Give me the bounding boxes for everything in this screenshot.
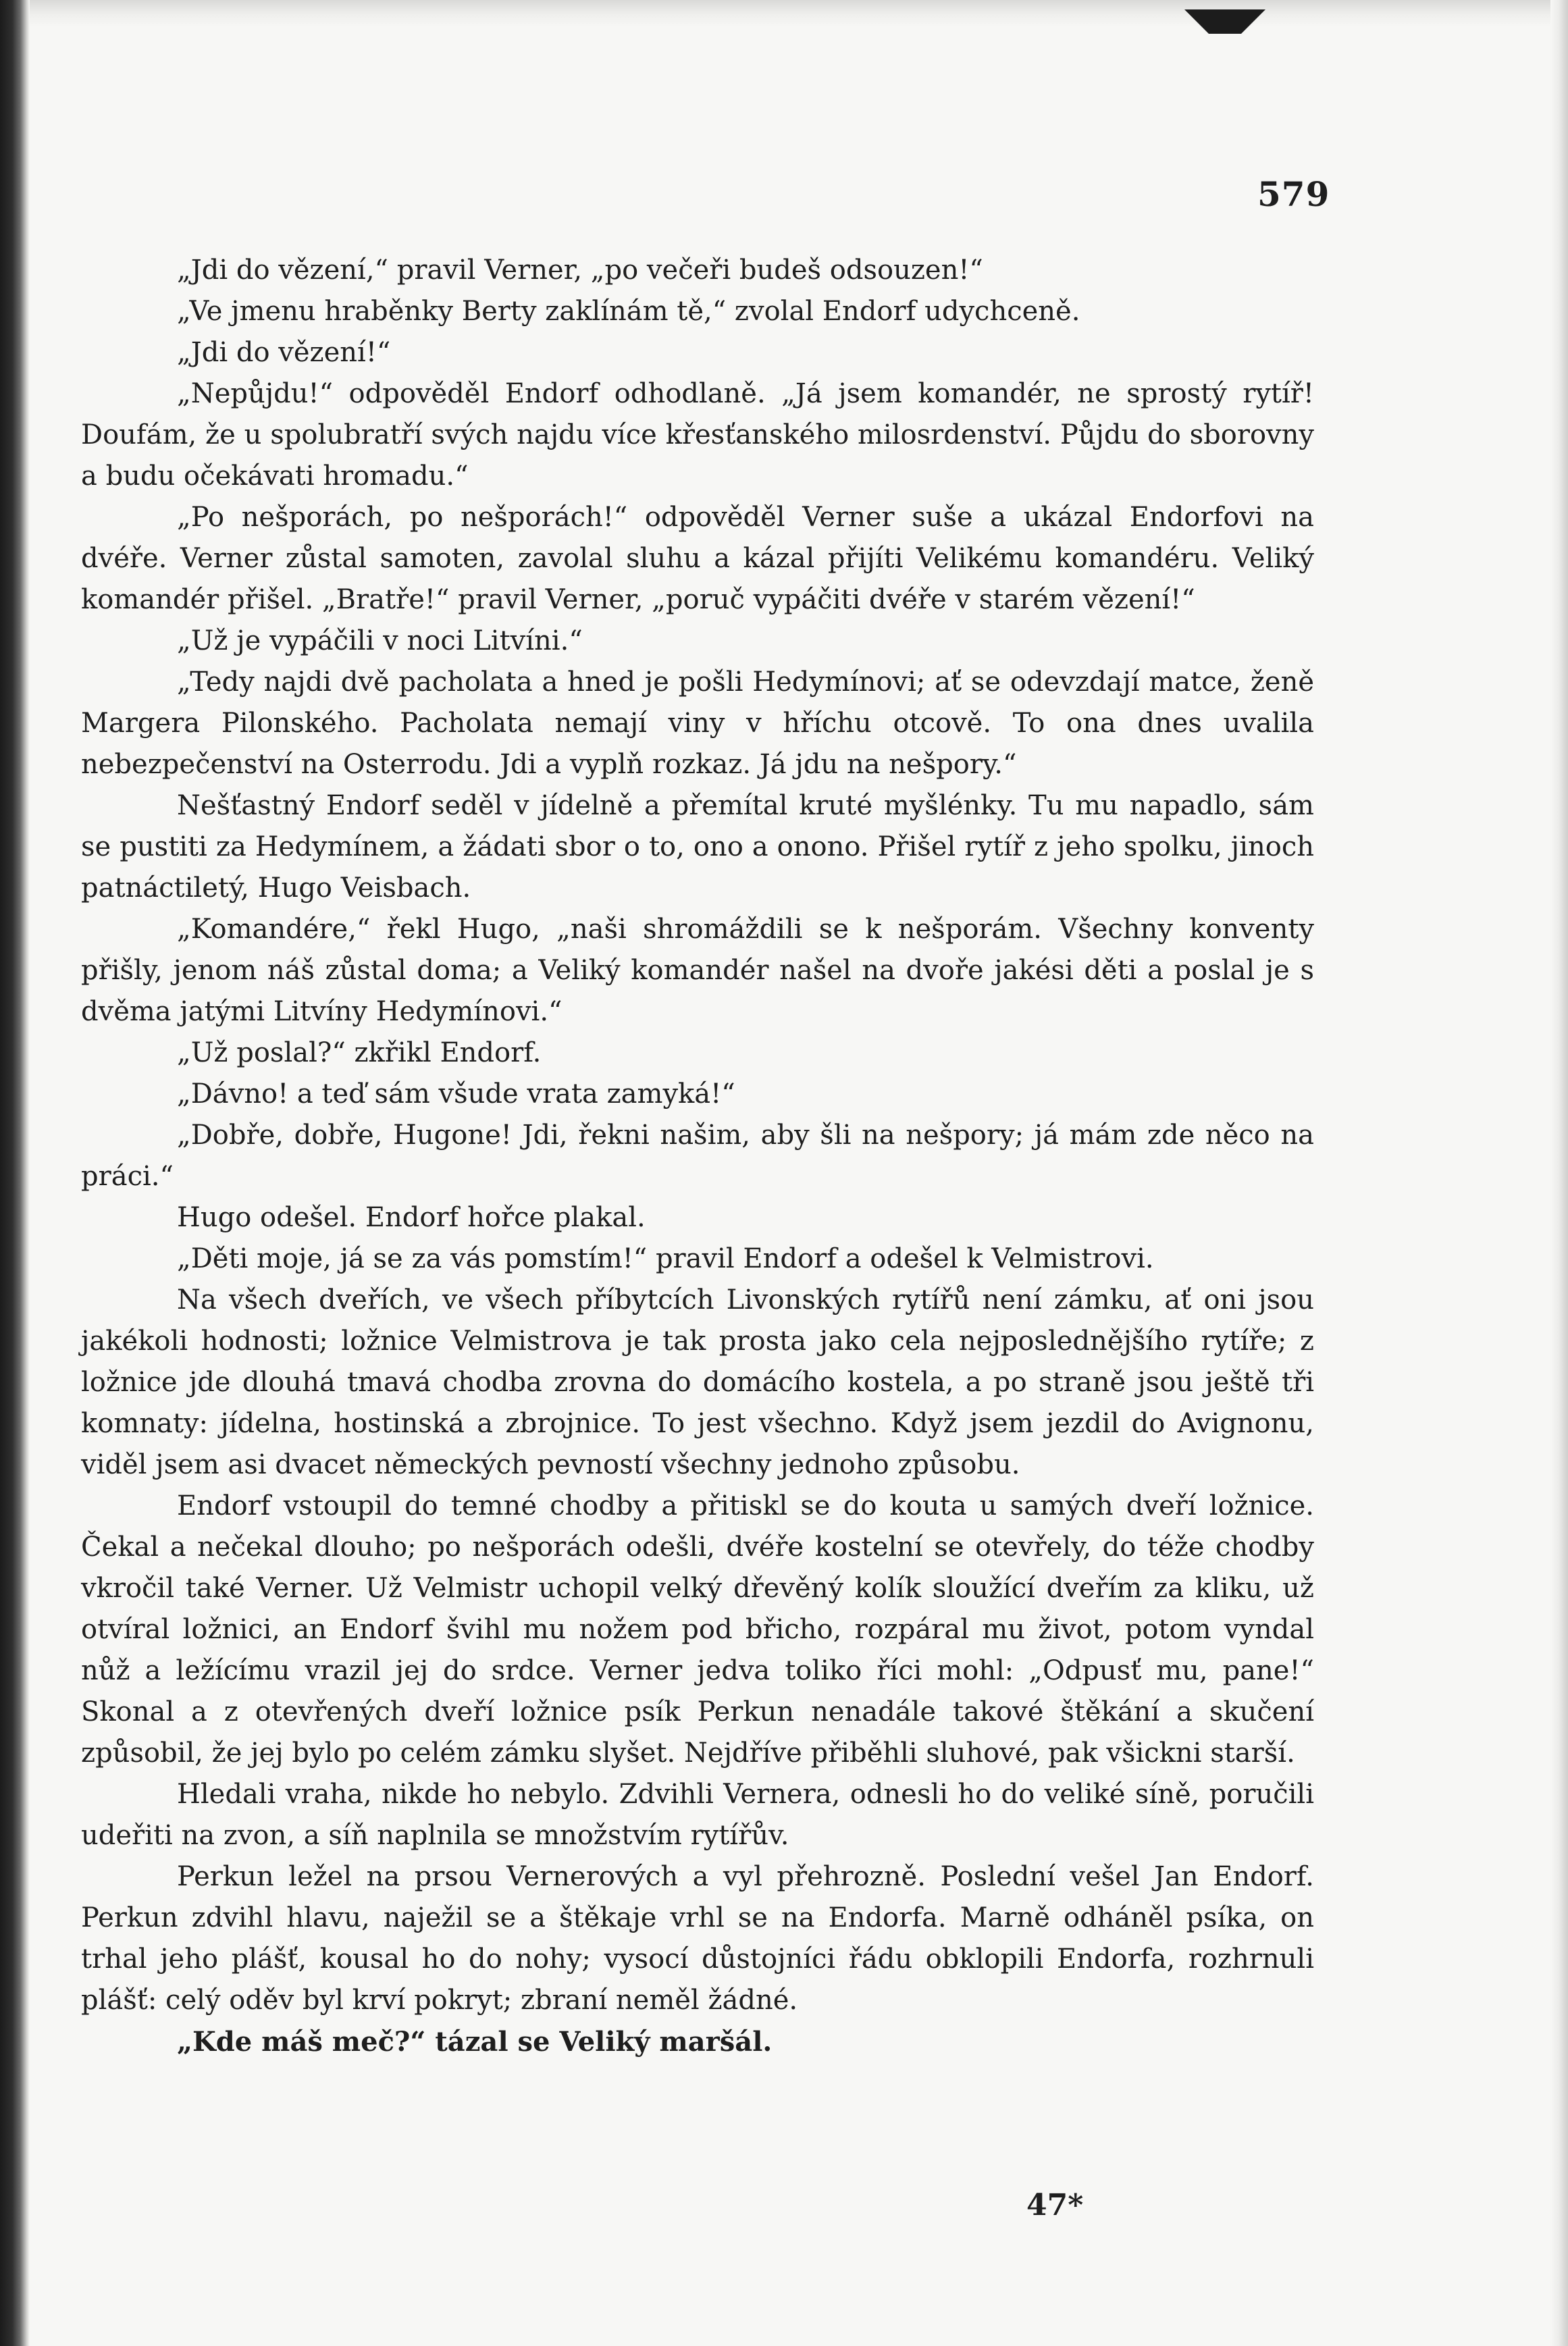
page-number: 579 — [1257, 174, 1330, 214]
paragraph: „Dávno! a teď sám všude vrata zamyká!“ — [177, 1078, 735, 1110]
paragraph: „Nepůjdu!“ odpověděl Endorf odhodlaně. „Já jsem komandér, ne sprostý rytíř! Doufám, že u spolubratří svých najdu více křesťanského milosrdenství. Půjdu do sborovny a budu očekávati hromadu.“ — [81, 378, 1314, 492]
paragraph: „Tedy najdi dvě pacholata a hned je pošli Hedymínovi; ať se odevzdají matce, ženě Margera Pilonského. Pacholata nemají viny v hříchu otcově. To ona dnes uvalila nebezpečenství na Osterrodu. Jdi a vyplň rozkaz. Já jdu na nešpory.“ — [81, 667, 1314, 780]
paragraph: „Už je vypáčili v noci Litvíni.“ — [177, 625, 583, 656]
paragraph: „Jdi do vězení,“ pravil Verner, „po večeři budeš odsouzen!“ — [177, 255, 983, 286]
paragraph: „Děti moje, já se za vás pomstím!“ pravil Endorf a odešel k Velmistrovi. — [177, 1243, 1154, 1274]
paragraph: „Ve jmenu hraběnky Berty zaklínám tě,“ zvolal Endorf udychceně. — [177, 296, 1080, 327]
page-right-edge — [1550, 0, 1568, 2346]
paragraph-last: „Kde máš meč?“ tázal se Veliký maršál. — [177, 2026, 773, 2058]
paragraph: „Už poslal?“ zkřikl Endorf. — [177, 1037, 542, 1068]
paragraph: „Komandére,“ řekl Hugo, „naši shromáždili se k nešporám. Všechny konventy přišly, jenom náš zůstal doma; a Veliký komandér našel na dvoře jakési děti a poslal je s dvěma jatými Litvíny Hedymínovi.“ — [81, 914, 1314, 1027]
paragraph: „Jdi do vězení!“ — [177, 337, 391, 368]
page-top-edge — [30, 0, 1568, 27]
paragraph: Hugo odešel. Endorf hořce plakal. — [177, 1202, 646, 1233]
paragraph: Hledali vraha, nikde ho nebylo. Zdvihli Vernera, odnesli ho do veliké síně, poručili udeřiti na zvon, a síň naplnila se množstvím rytířův. — [81, 1779, 1314, 1851]
paragraph: Perkun ležel na prsou Vernerových a vyl přehrozně. Poslední vešel Jan Endorf. Perkun zdvihl hlavu, naježil se a štěkaje vrhl se na Endorfa. Marně odháněl psíka, on trhal jeho plášť, kousal ho do nohy; vysocí důstojníci řádu obklopili Endorfa, rozhrnuli plášť: celý oděv byl krví pokryt; zbraní neměl žádné. — [81, 1861, 1314, 2016]
paragraph: Nešťastný Endorf seděl v jídelně a přemítal kruté myšlénky. Tu mu napadlo, sám se pustiti za Hedymínem, a žádati sbor o to, ono a onono. Přišel rytíř z jeho spolku, jinoch patnáctiletý, Hugo Veisbach. — [81, 790, 1314, 904]
printer-signature: 47* — [1026, 2188, 1084, 2222]
paragraph: Na všech dveřích, ve všech příbytcích Livonských rytířů není zámku, ať oni jsou jakékoli hodnosti; ložnice Velmistrova je tak prosta jako cela nejposlednějšího rytíře; z ložnice jde dlouhá tmavá chodba zrovna do domácího kostela, a po straně jsou ještě tři komnaty: jídelna, hostinská a zbrojnice. To jest všechno. Když jsem jezdil do Avignonu, viděl jsem asi dvacet německých pevností všechny jednoho způsobu. — [81, 1284, 1314, 1480]
paragraph: „Po nešporách, po nešporách!“ odpověděl Verner suše a ukázal Endorfovi na dvéře. Verner zůstal samoten, zavolal sluhu a kázal přijíti Velikému komandéru. Veliký komandér přišel. „Bratře!“ pravil Verner, „poruč vypáčiti dvéře v starém vězení!“ — [81, 502, 1314, 615]
body-text — [81, 250, 1314, 2062]
paragraph: „Dobře, dobře, Hugone! Jdi, řekni našim, aby šli na nešpory; já mám zde něco na práci.“ — [81, 1120, 1314, 1192]
paragraph: Endorf vstoupil do temné chodby a přitiskl se do kouta u samých dveří ložnice. Čekal a nečekal dlouho; po nešporách odešli, dvéře kostelní se otevřely, do téže chodby vkročil také Verner. Už Velmistr uchopil velký dřevěný kolík sloužící dveřím za kliku, už otvíral ložnici, an Endorf švihl mu nožem pod břicho, rozpáral mu život, potom vyndal nůž a ležícímu vrazil jej do srdce. Verner jedva toliko říci mohl: „Odpusť mu, pane!“ Skonal a z otevřených dveří ložnice psík Perkun nenadále takové štěkání a skučení způsobil, že jej bylo po celém zámku slyšet. Nejdříve přiběhli sluhové, pak všickni starší. — [81, 1490, 1314, 1769]
binding-shadow — [0, 0, 30, 2346]
